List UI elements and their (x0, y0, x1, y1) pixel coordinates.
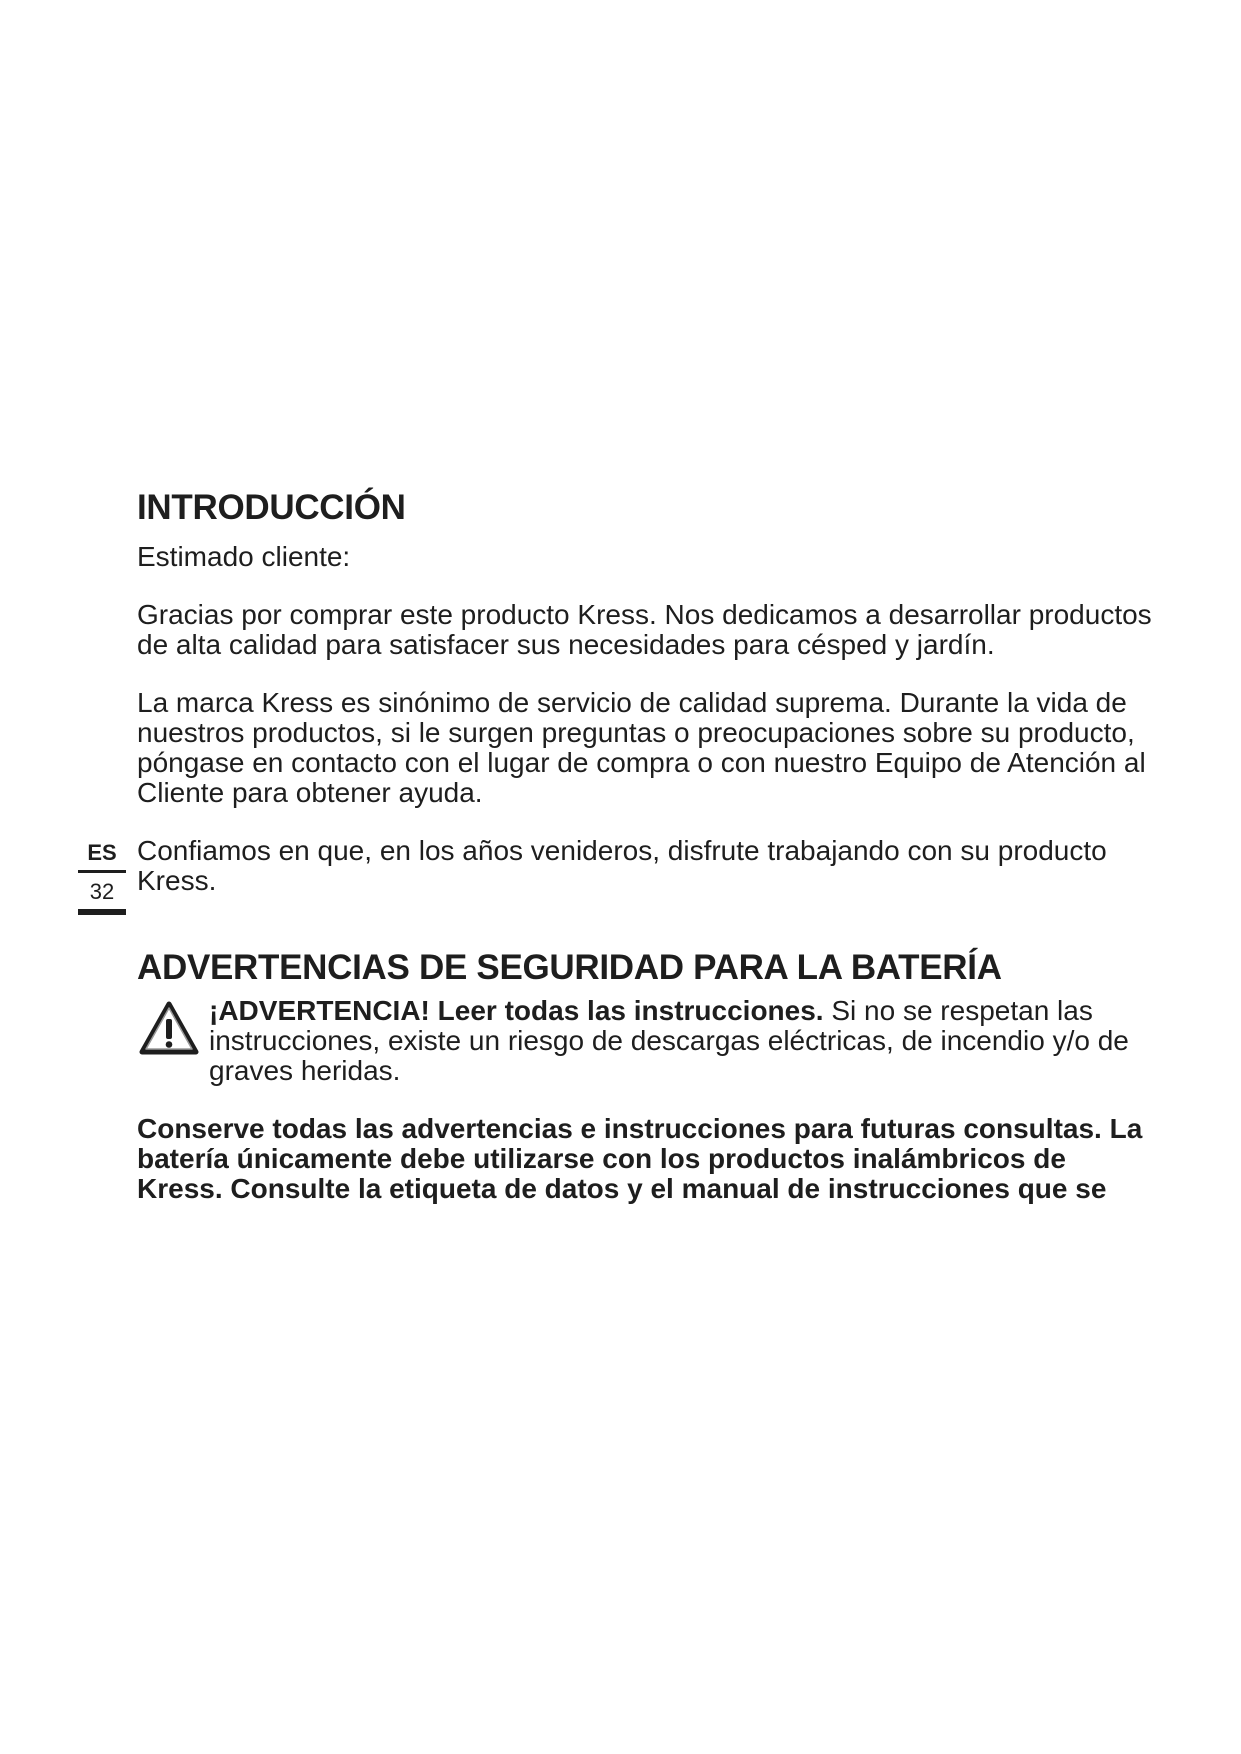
warning-bold-label: ¡ADVERTENCIA! Leer todas las instrucciones. (209, 995, 824, 1026)
warning-block (137, 996, 1157, 1086)
intro-paragraph-3: Confiamos en que, en los años venideros, disfrute trabajando con su producto Kress. (137, 835, 1107, 896)
battery-safety-title: ADVERTENCIAS DE SEGURIDAD PARA LA BATERÍA (137, 948, 1002, 987)
warning-triangle-icon (137, 998, 201, 1058)
greeting: Estimado cliente: (137, 541, 351, 572)
intro-paragraph-2: La marca Kress es sinónimo de servicio de calidad suprema. Durante la vida de nuestros productos, si le surgen preguntas o preocupaciones sobre su producto, póngase en contacto con el lugar de compra o con nuestro Equipo de Atención al Cliente para obtener ayuda. (137, 687, 1146, 808)
language-code: ES (78, 840, 126, 873)
warning-text (137, 996, 1157, 1086)
conserve-instructions: Conserve todas las advertencias e instrucciones para futuras consultas. La batería únicamente debe utilizarse con los productos inalámbricos de Kress. Consulte la etiqueta de datos y el manual de instrucciones que se (137, 1113, 1143, 1204)
intro-paragraph-1: Gracias por comprar este producto Kress. Nos dedicamos a desarrollar productos de alta calidad para satisfacer sus necesidades para césped y jardín. (137, 599, 1152, 660)
introduction-title: INTRODUCCIÓN (137, 488, 406, 527)
page-side-tab (78, 840, 126, 915)
document-body (137, 488, 1157, 1204)
battery-safety-section (137, 948, 1157, 1204)
introduction-section (137, 488, 1157, 896)
warning-detail: Si no se respetan las instrucciones, existe un riesgo de descargas eléctricas, de incendio y/o de graves heridas. (209, 995, 1129, 1086)
page-number: 32 (78, 873, 126, 915)
